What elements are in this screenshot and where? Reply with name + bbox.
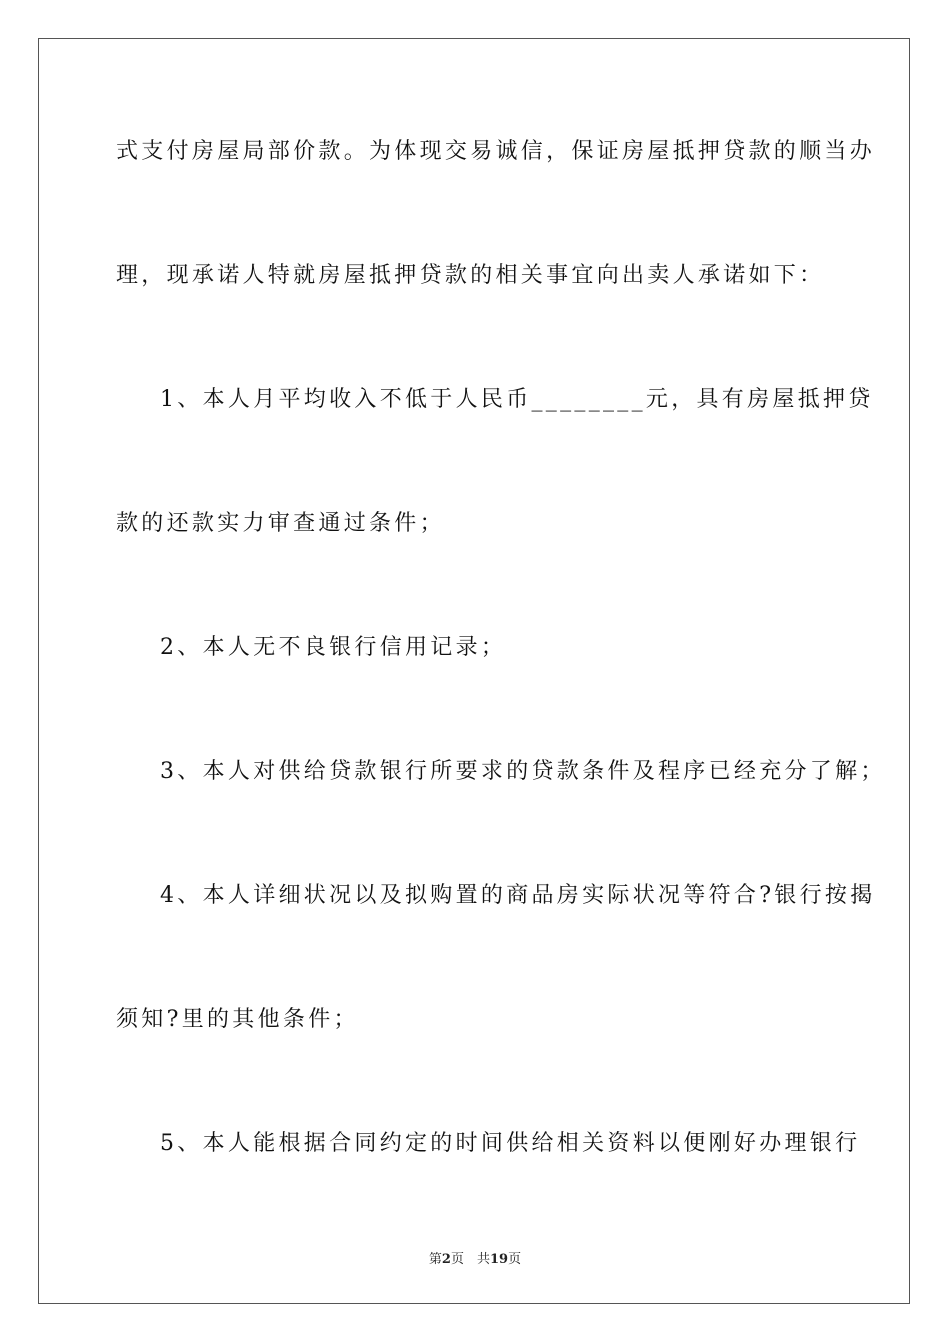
footer-current-page: 2 — [441, 1252, 451, 1267]
clause-4-line-2: 须知?里的其他条件； — [116, 1007, 359, 1032]
clause-5-line-1: 5、本人能根据合同约定的时间供给相关资料以便刚好办理银行 — [160, 1131, 861, 1156]
clause-4-line-1: 4、本人详细状况以及拟购置的商品房实际状况等符合?银行按揭 — [160, 883, 876, 908]
footer-page-suffix: 页 — [508, 1252, 522, 1267]
page-footer — [0, 1248, 950, 1267]
paragraph-line-1: 式支付房屋局部价款。为体现交易诚信，保证房屋抵押贷款的顺当办 — [116, 139, 876, 164]
clause-3: 3、本人对供给贷款银行所要求的贷款条件及程序已经充分了解； — [160, 759, 886, 784]
clause-1-line-1: 1、本人月平均收入不低于人民币________元，具有房屋抵押贷 — [160, 387, 874, 412]
clause-1-line-2: 款的还款实力审查通过条件； — [116, 511, 445, 536]
clause-2: 2、本人无不良银行信用记录； — [160, 635, 507, 660]
footer-page-prefix: 第 — [428, 1252, 442, 1267]
page-border — [38, 38, 910, 1304]
footer-total-pages: 19 — [489, 1252, 509, 1267]
paragraph-line-2: 理，现承诺人特就房屋抵押贷款的相关事宜向出卖人承诺如下： — [116, 263, 825, 288]
footer-page-mid: 页 共 — [450, 1252, 490, 1267]
